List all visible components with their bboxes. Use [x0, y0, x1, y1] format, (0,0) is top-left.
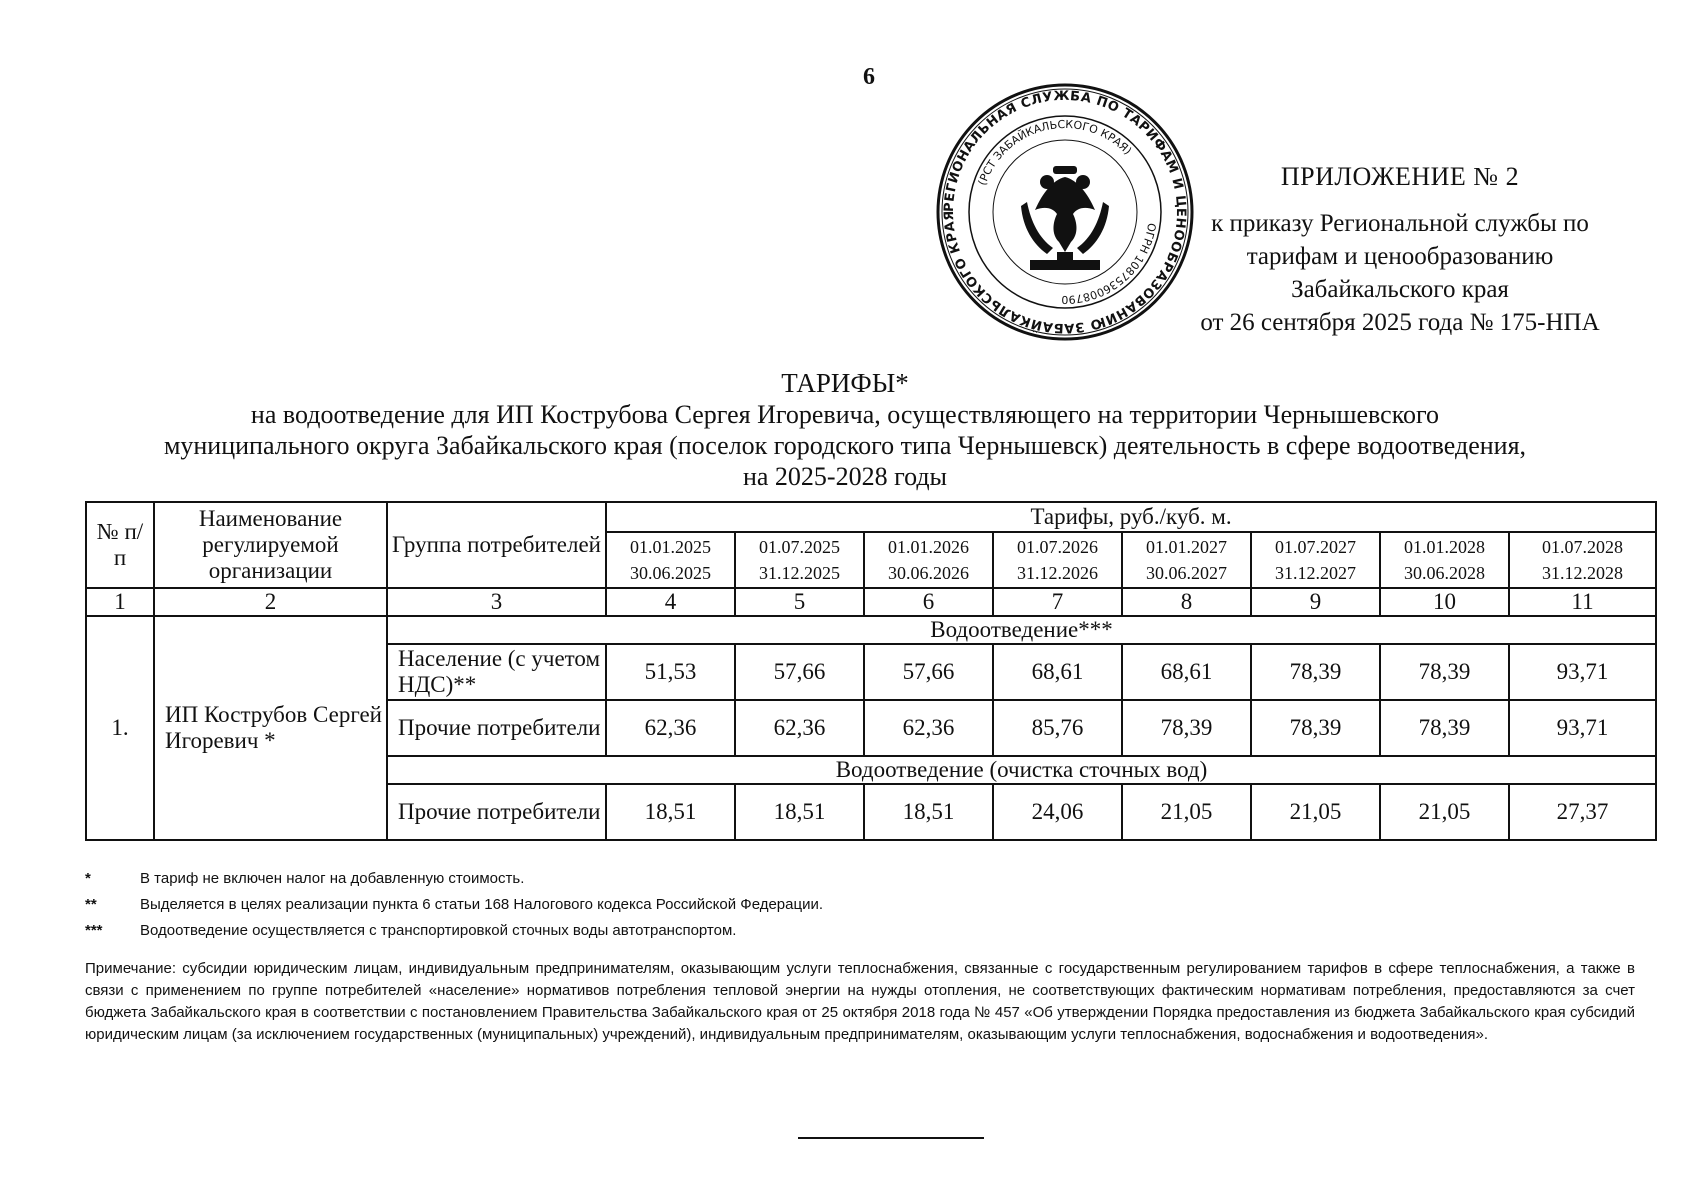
period-header: 01.07.2028 31.12.2028	[1509, 532, 1656, 588]
consumer-group: Прочие потребители	[387, 784, 606, 840]
appendix-line: Забайкальского края	[1291, 276, 1509, 303]
appendix-line: к приказу Региональной службы по	[1211, 210, 1589, 237]
col-number: 7	[993, 588, 1122, 616]
col-number: 6	[864, 588, 993, 616]
tariffs-table	[85, 501, 1657, 841]
document-title	[0, 368, 1690, 492]
footnote-mark: **	[85, 896, 97, 913]
row-number: 1.	[86, 616, 154, 840]
tariff-value: 78,39	[1380, 644, 1509, 700]
header-org: Наименование регулируемой организации	[154, 502, 387, 588]
tariff-value: 51,53	[606, 644, 735, 700]
tariff-value: 27,37	[1509, 784, 1656, 840]
header-num: № п/п	[86, 502, 154, 588]
col-number: 1	[86, 588, 154, 616]
consumer-group: Прочие потребители	[387, 700, 606, 756]
tariff-value: 62,36	[735, 700, 864, 756]
tariff-value: 18,51	[606, 784, 735, 840]
tariff-value: 57,66	[735, 644, 864, 700]
period-header: 01.01.2026 30.06.2026	[864, 532, 993, 588]
period-header: 01.07.2025 31.12.2025	[735, 532, 864, 588]
tariff-value: 62,36	[864, 700, 993, 756]
title-line: на 2025-2028 годы	[742, 462, 948, 491]
footnote	[85, 866, 1645, 892]
footnote	[85, 918, 1645, 944]
seal-outer-text: РЕГИОНАЛЬНАЯ СЛУЖБА ПО ТАРИФАМ И ЦЕНООБРАЗОВАНИЮ ЗАБАЙКАЛЬСКОГО КРАЯ	[941, 88, 1189, 336]
tariff-value: 21,05	[1251, 784, 1380, 840]
tariff-value: 21,05	[1380, 784, 1509, 840]
svg-text:(РСТ ЗАБАЙКАЛЬСКОГО КРАЯ)	[976, 118, 1135, 187]
col-number: 2	[154, 588, 387, 616]
consumer-group: Население (с учетом НДС)**	[387, 644, 606, 700]
footnote-text: Водоотведение осуществляется с транспортировкой сточных воды автотранспортом.	[140, 922, 737, 939]
page-number: 6	[863, 64, 875, 90]
tariff-value: 78,39	[1251, 700, 1380, 756]
header-tariffs: Тарифы, руб./куб. м.	[606, 502, 1656, 532]
title-line: на водоотведение для ИП Кострубова Сергея Игоревича, осуществляющего на территории Чернышевского	[250, 400, 1440, 429]
appendix-line: тарифам и ценообразованию	[1246, 243, 1554, 270]
tariff-value: 78,39	[1380, 700, 1509, 756]
period-header: 01.07.2026 31.12.2026	[993, 532, 1122, 588]
col-number: 11	[1509, 588, 1656, 616]
section-header: Водоотведение (очистка сточных вод)	[387, 756, 1656, 784]
period-header: 01.01.2027 30.06.2027	[1122, 532, 1251, 588]
seal-inner-text: (РСТ ЗАБАЙКАЛЬСКОГО КРАЯ)	[975, 117, 1135, 188]
footnote-text: Выделяется в целях реализации пункта 6 статьи 168 Налогового кодекса Российской Федерации.	[140, 896, 824, 913]
tariff-value: 68,61	[993, 644, 1122, 700]
period-header: 01.01.2025 30.06.2025	[606, 532, 735, 588]
tariff-value: 62,36	[606, 700, 735, 756]
tariff-value: 78,39	[1122, 700, 1251, 756]
org-name: ИП Кострубов Сергей Игоревич *	[154, 616, 387, 840]
tariff-value: 78,39	[1251, 644, 1380, 700]
footnote	[85, 892, 1645, 918]
tariff-value: 18,51	[735, 784, 864, 840]
tariff-value: 93,71	[1509, 644, 1656, 700]
period-header: 01.01.2028 30.06.2028	[1380, 532, 1509, 588]
seal-ogrn-text: ОГРН 1087536008790	[1061, 222, 1159, 307]
tariff-value: 93,71	[1509, 700, 1656, 756]
appendix-line: от 26 сентября 2025 года № 175-НПА	[1200, 309, 1600, 336]
period-header: 01.07.2027 31.12.2027	[1251, 532, 1380, 588]
title-line: муниципального округа Забайкальского края (поселок городского типа Чернышевск) деятельность в сфере водоотведения,	[163, 431, 1527, 460]
col-number: 10	[1380, 588, 1509, 616]
footnote-text: В тариф не включен налог на добавленную стоимость.	[140, 870, 525, 887]
col-number: 4	[606, 588, 735, 616]
col-number: 9	[1251, 588, 1380, 616]
bottom-divider	[798, 1137, 984, 1139]
tariff-value: 24,06	[993, 784, 1122, 840]
appendix-block	[1140, 160, 1660, 339]
col-number: 5	[735, 588, 864, 616]
footnotes	[85, 866, 1645, 944]
header-group: Группа потребителей	[387, 502, 606, 588]
appendix-title: ПРИЛОЖЕНИЕ № 2	[1280, 162, 1520, 191]
tariff-value: 21,05	[1122, 784, 1251, 840]
footnote-mark: ***	[85, 922, 103, 939]
tariff-value: 57,66	[864, 644, 993, 700]
tariff-value: 18,51	[864, 784, 993, 840]
note-paragraph: Примечание: субсидии юридическим лицам, индивидуальным предпринимателям, оказывающим услуги теплоснабжения, связанные с государственным регулированием тарифов в сфере теплоснабжения, а также в связи с применением по группе потребителей «население» нормативов потребления тепловой энергии на нужды отопления, не соответствующих фактическим нормативам потребления, предоставляются за счет бюджета Забайкальского края в соответствии с постановлением Правительства Забайкальского края от 25 октября 2018 года № 457 «Об утверждении Порядка предоставления из бюджета Забайкальского края субсидий юридическим лицам (за исключением государственных (муниципальных) учреждений), индивидуальным предпринимателям, оказывающим услуги теплоснабжения, водоснабжения и водоотведения».	[85, 960, 1635, 1043]
col-number: 8	[1122, 588, 1251, 616]
col-number: 3	[387, 588, 606, 616]
title-main: ТАРИФЫ*	[781, 368, 909, 398]
section-header: Водоотведение***	[387, 616, 1656, 644]
tariff-value: 68,61	[1122, 644, 1251, 700]
footnote-mark: *	[85, 870, 91, 887]
tariff-value: 85,76	[993, 700, 1122, 756]
